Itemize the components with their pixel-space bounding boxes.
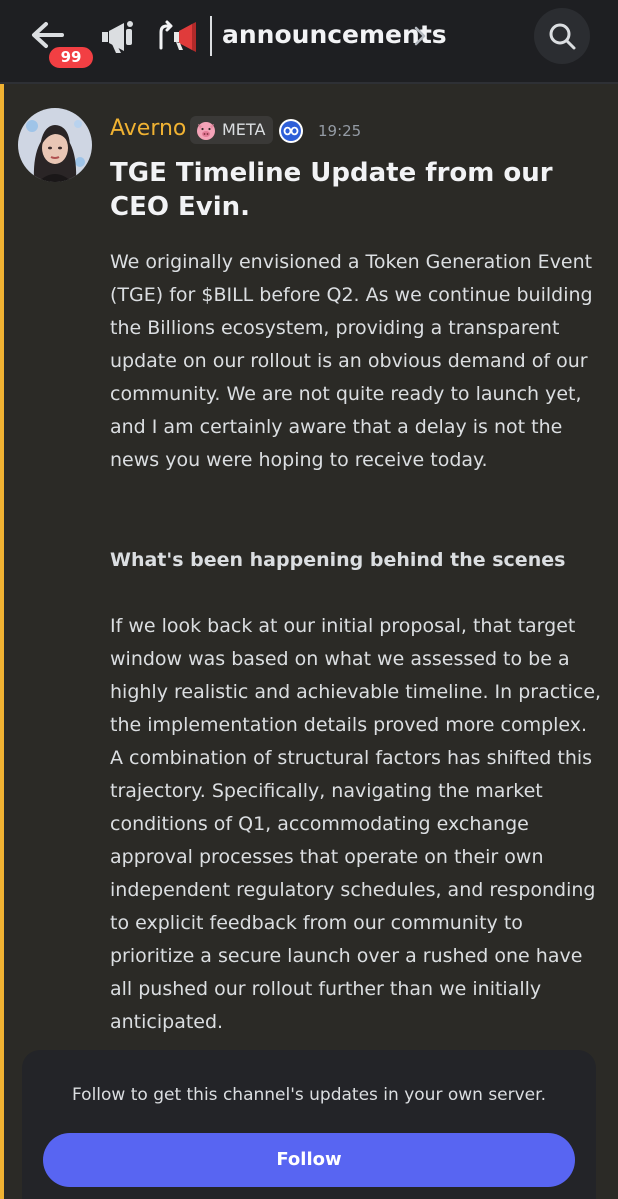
message-paragraph-2: If we look back at our initial proposal, that target window was based on what we assessed to be a highly realistic and achievable timeline. In practice, the implementation details proved more complex. A combination of structural factors has shifted this trajectory. Specifically, navigating the market conditions of Q1, accommodating exchange approval processes that operate on their own independent regulatory schedules, and responding to explicit feedback from our community to prioritize a secure launch over a rushed one have all pushed our rollout further than we initially anticipated. (110, 615, 602, 1033)
avatar[interactable] (18, 108, 92, 182)
megaphone-server-icon[interactable] (98, 16, 138, 56)
section-heading: What's been happening behind the scenes (110, 549, 566, 571)
message-paragraph-1: We originally envisioned a Token Generation Event (TGE) for $BILL before Q2. As we continue building the Billions ecosystem, providing a transparent update on our rollout is an obvious demand of our community. We are not quite ready to launch yet, and I am certainly aware that a delay is not the news you were hoping to receive today. (110, 251, 593, 471)
follow-prompt: Follow to get this channel's updates in your own server. (72, 1085, 546, 1105)
channel-separator (210, 16, 212, 56)
unread-badge: 99 (46, 44, 96, 71)
infinity-badge-icon (278, 118, 304, 144)
chevron-right-icon[interactable] (412, 24, 428, 48)
author-name[interactable]: Averno (110, 116, 187, 141)
role-label: META (222, 120, 266, 139)
search-button[interactable] (534, 8, 590, 64)
follow-panel (22, 1050, 596, 1199)
mention-highlight-bar (0, 84, 4, 1199)
pig-emoji-icon (194, 118, 218, 142)
channel-name[interactable]: announcements (222, 20, 447, 49)
role-tag[interactable] (190, 116, 273, 144)
follow-button[interactable]: Follow (43, 1133, 575, 1187)
channel-header (0, 0, 618, 82)
search-icon (548, 22, 576, 50)
post-title: TGE Timeline Update from our CEO Evin. (110, 158, 553, 222)
announcement-channel-icon (158, 18, 202, 54)
message-timestamp: 19:25 (318, 122, 362, 140)
